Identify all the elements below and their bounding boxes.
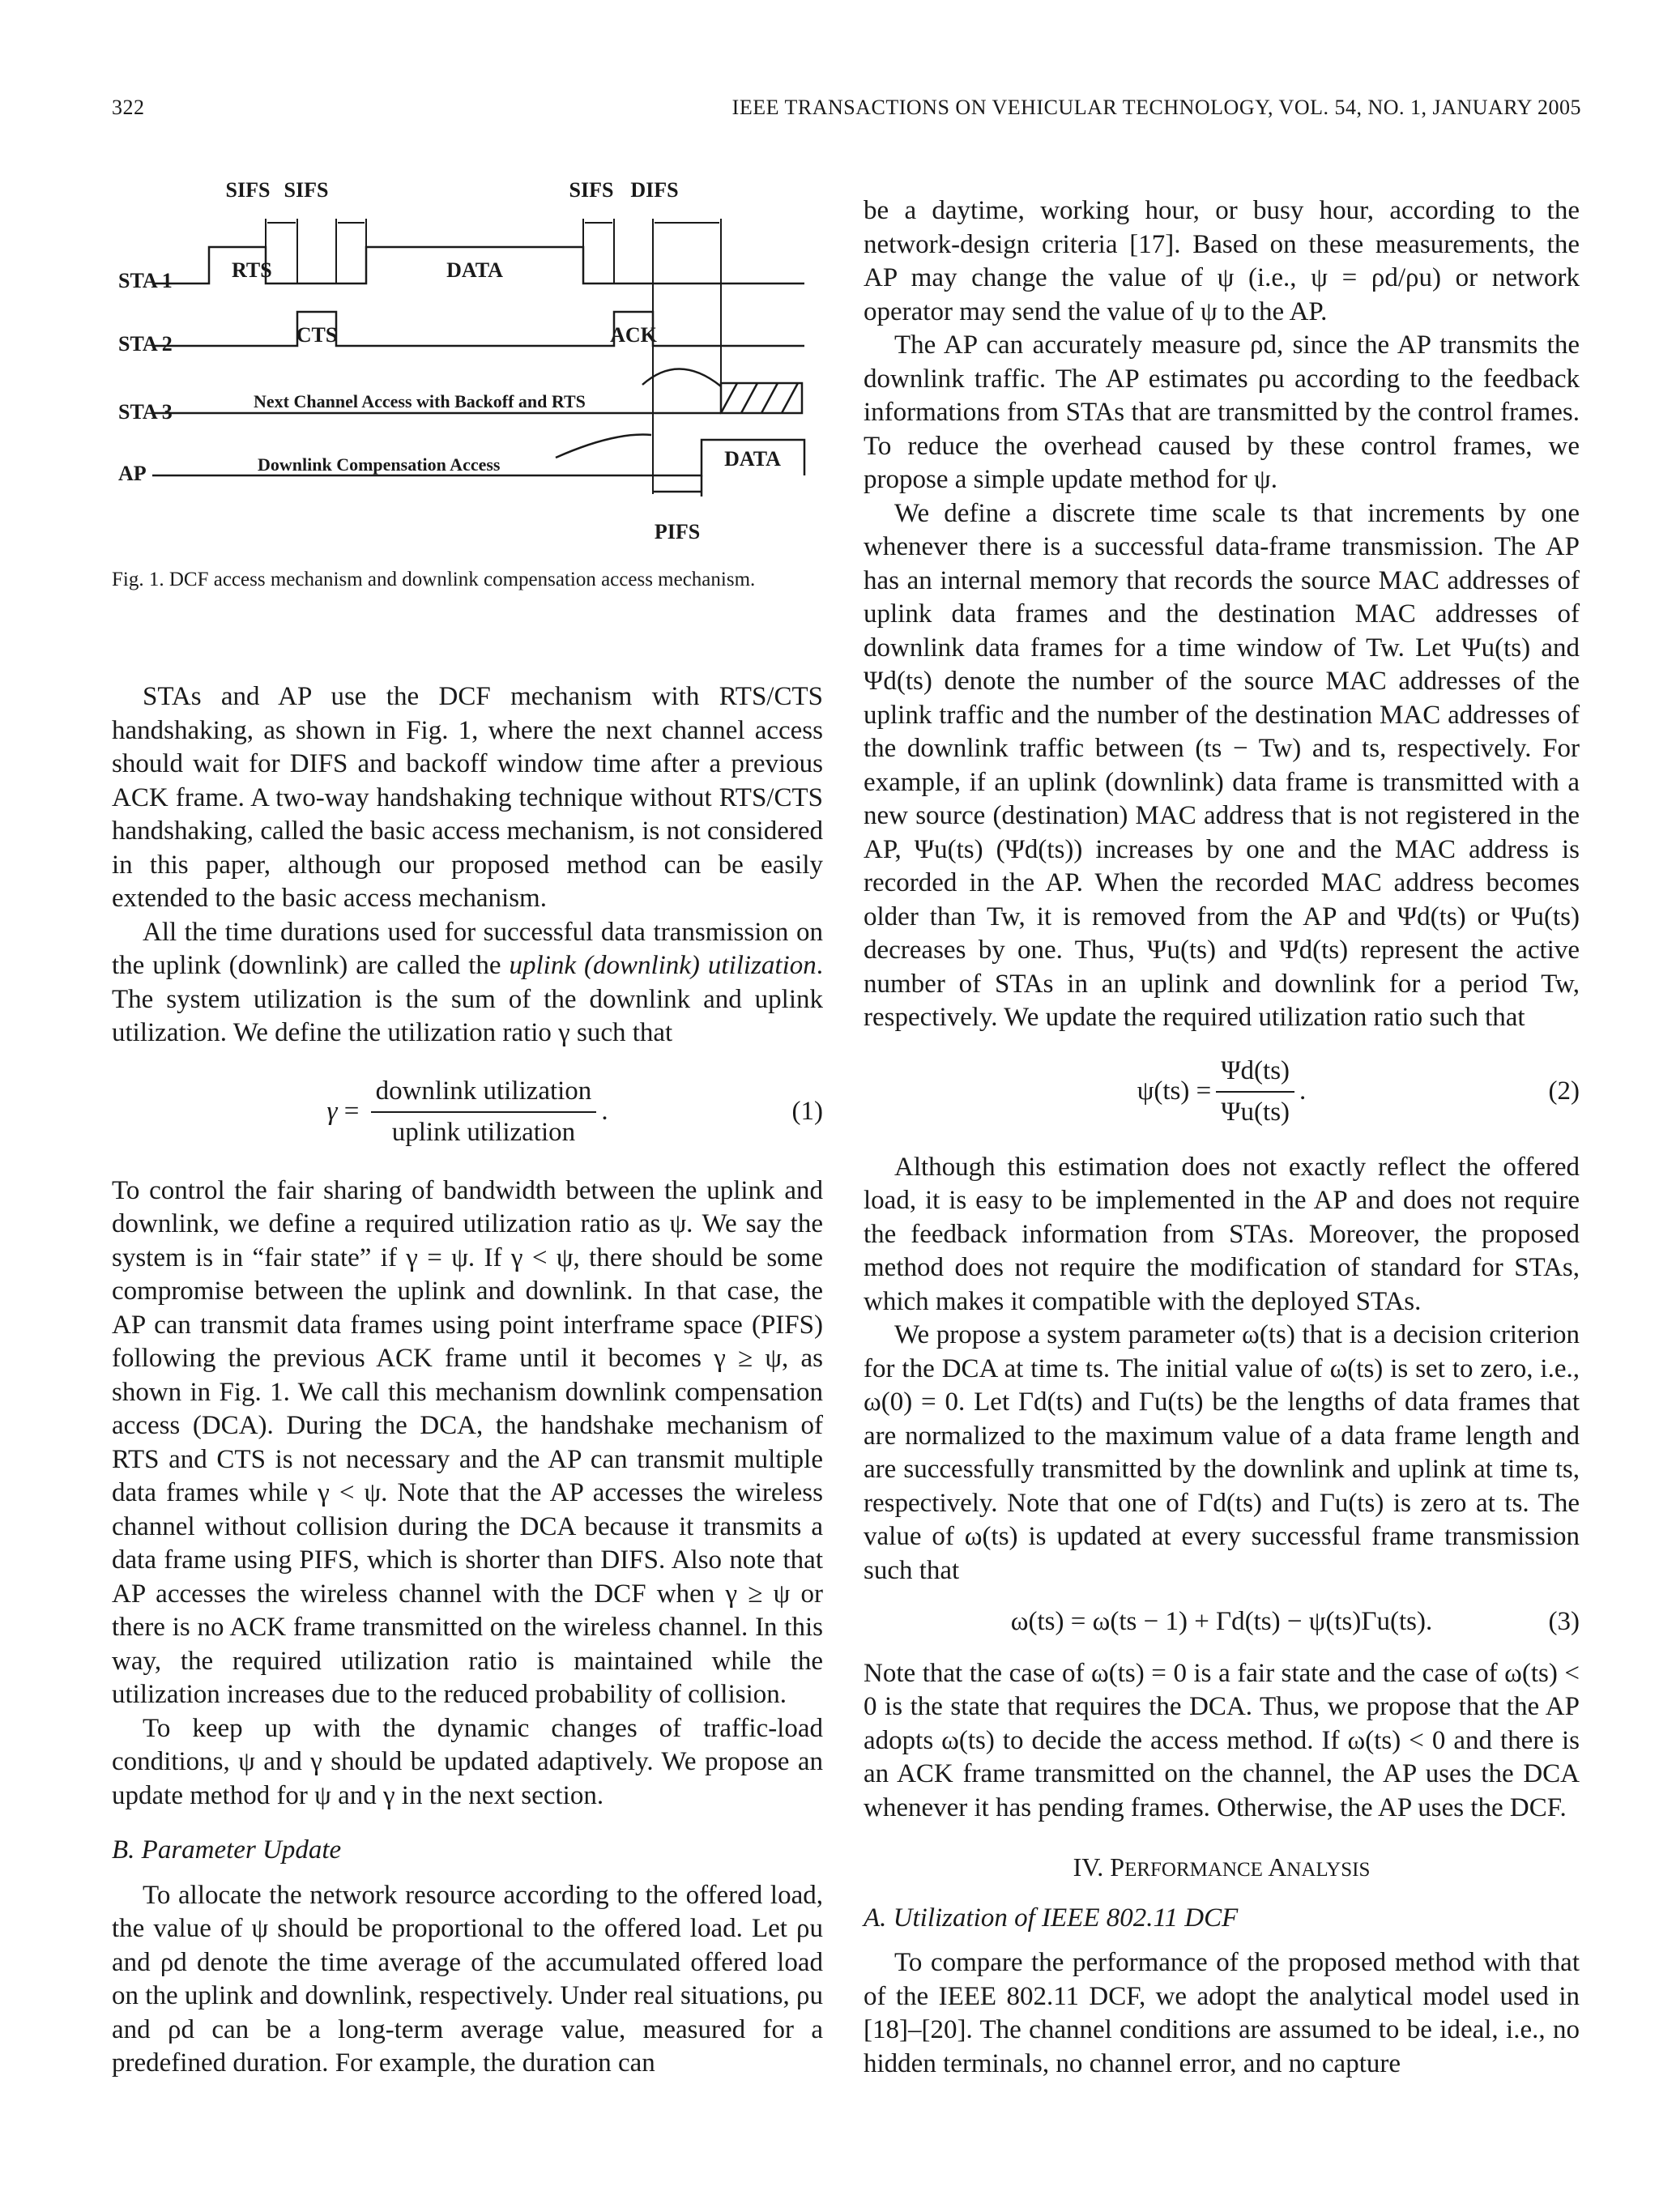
eq3-body: ω(ts) = ω(ts − 1) + Γd(ts) − ψ(ts)Γu(ts). bbox=[1010, 1607, 1433, 1636]
left-paragraph-2: All the time durations used for successful data transmission on the uplink (downlink) are called the uplink (downlink) utilization. The system utilization is the sum of the downlink and uplink utilization. We define the utilization ratio γ such that bbox=[112, 917, 823, 1047]
eq2-label: (2) bbox=[1548, 1076, 1580, 1106]
label-downlink-compensation: Downlink Compensation Access bbox=[258, 454, 501, 475]
label-sta1: STA 1 bbox=[118, 269, 173, 292]
left-paragraph-4: To keep up with the dynamic changes of traffic-load conditions, ψ and γ should be updated adaptively. We propose an update method for ψ and γ in the next section. bbox=[112, 1713, 823, 1810]
eq1-numerator: downlink utilization bbox=[371, 1075, 597, 1114]
section-iv-title: IV. PERFORMANCE ANALYSIS bbox=[1073, 1852, 1371, 1882]
right-paragraph-5: We propose a system parameter ω(ts) that is a decision criterion for the DCA at time ts. The initial value of ω(ts) is set to zero, i.e., ω(0) = 0. Let Γd(ts) and Γu(ts) be the lengths of data frames that are normalized to the maximum value of a data frame length and are successfully transmitted by the downlink and uplink at time ts, respectively. Note that one of Γd(ts) and Γu(ts) is zero at ts. The value of ω(ts) is updated at every successful frame transmission such that bbox=[864, 1320, 1580, 1585]
right-paragraph-7: To compare the performance of the proposed method with that of the IEEE 802.11 DCF, we adopt the analytical model used in [18]–[20]. The channel conditions are assumed to be ideal, i.e., no hidden terminals, no channel error, and no capture bbox=[864, 1948, 1580, 2078]
figure-caption: Fig. 1. DCF access mechanism and downlink compensation access mechanism. bbox=[112, 569, 756, 590]
left-paragraph-3: To control the fair sharing of bandwidth between the uplink and downlink, we define a required utilization ratio as ψ. We say the system is in “fair state” if γ = ψ. If γ < ψ, there should be some compromise between the uplink and downlink. In that case, the AP can transmit data frames using point interframe space (PIFS) following the previous ACK frame until it becomes γ ≥ ψ, as shown in Fig. 1. We call this mechanism downlink compensation access (DCA). During the DCA, the handshake mechanism of RTS and CTS is not necessary and the AP can transmit multiple data frames while γ < ψ. Note that the AP accesses the wireless channel without collision during the DCA because it transmits a data frame using PIFS, which is shorter than DIFS. Also note that AP accesses the wireless channel with the DCF when γ ≥ ψ or there is no ACK frame transmitted on the wireless channel. In this way, the required utilization ratio is maintained while the utilization increases due to the reduced probability of collision. bbox=[112, 1175, 823, 1709]
label-next-access: Next Channel Access with Backoff and RTS bbox=[254, 391, 586, 411]
eq2-numerator: Ψd(ts) bbox=[1216, 1055, 1294, 1093]
subsection-b-title: B. Parameter Update bbox=[112, 1835, 342, 1865]
right-paragraph-2: The AP can accurately measure ρd, since the AP transmits the downlink traffic. The AP estimates ρu according to the feedback informations from STAs that are transmitted by the control frames. To reduce the overhead caused by these control frames, we propose a simple update method for ψ. bbox=[864, 330, 1580, 494]
figure-dcf-timing bbox=[112, 174, 825, 559]
eq3-label: (3) bbox=[1548, 1607, 1580, 1636]
label-sta2: STA 2 bbox=[118, 332, 173, 356]
eq2-denominator: Ψu(ts) bbox=[1221, 1097, 1290, 1127]
eq1-denominator: uplink utilization bbox=[391, 1118, 576, 1147]
equation-1: γ = $\frac{\text{downlink utilization}}{\text{uplink utilization}}$ . (1) bbox=[112, 1075, 823, 1150]
label-sta3: STA 3 bbox=[118, 400, 173, 424]
right-paragraph-4: Although this estimation does not exactly reflect the offered load, it is easy to be implemented in the AP and does not require the feedback information from STAs. Moreover, the proposed method does not require the modification of standard for STAs, which makes it compatible with the deployed STAs. bbox=[864, 1152, 1580, 1316]
label-rts: RTS bbox=[232, 258, 272, 282]
right-paragraph-6: Note that the case of ω(ts) = 0 is a fair state and the case of ω(ts) < 0 is the state that requires the DCA. Thus, we propose that the AP adopts ω(ts) to decide the access method. If ω(ts) < 0 and there is an ACK frame transmitted on the channel, the AP uses the DCA whenever it has pending frames. Otherwise, the AP uses the DCF. bbox=[864, 1658, 1580, 1822]
left-paragraph-1: STAs and AP use the DCF mechanism with RTS/CTS handshaking, as shown in Fig. 1, where the next channel access should wait for DIFS and backoff window time after a previous ACK frame. A two-way handshaking technique without RTS/CTS handshaking, called the basic access mechanism, is not considered in this paper, although our proposed method can be easily extended to the basic access mechanism. bbox=[112, 682, 823, 913]
equation-3 bbox=[864, 1605, 1580, 1639]
left-column bbox=[112, 680, 823, 2081]
label-cts: CTS bbox=[296, 323, 338, 347]
label-sifs-3: SIFS bbox=[569, 178, 614, 202]
label-data-ap: DATA bbox=[724, 447, 781, 471]
left-paragraph-5: To allocate the network resource according to the offered load, the value of ψ should be proportional to the offered load. Let ρu and ρd denote the time average of the accumulated offered load on the uplink and downlink, respectively. Under real situations, ρu and ρd can be a long-term average value, measured for a predefined duration. For example, the duration can bbox=[112, 1880, 823, 2078]
journal-header: IEEE TRANSACTIONS ON VEHICULAR TECHNOLOGY, VOL. 54, NO. 1, JANUARY 2005 bbox=[731, 96, 1581, 119]
page-number: 322 bbox=[112, 96, 145, 119]
equation-2: ψ(ts) = $\frac{\Psi d(ts)}{\Psi u(ts)}$ . (2) bbox=[864, 1055, 1580, 1130]
label-ap: AP bbox=[118, 462, 147, 485]
label-ack: ACK bbox=[610, 323, 657, 347]
label-pifs: PIFS bbox=[654, 520, 701, 543]
right-paragraph-1: be a daytime, working hour, or busy hour, according to the network-design criteria [17]. Based on these measurements, the AP may change the value of ψ (i.e., ψ = ρd/ρu) or network operator may send the value of ψ to the AP. bbox=[864, 196, 1580, 326]
right-column bbox=[864, 194, 1580, 2081]
label-sifs-2: SIFS bbox=[284, 178, 329, 202]
eq1-label: (1) bbox=[791, 1097, 823, 1127]
label-difs: DIFS bbox=[630, 178, 679, 202]
right-paragraph-3: We define a discrete time scale ts that increments by one whenever there is a successful data-frame transmission. The AP has an internal memory that records the source MAC addresses of uplink data frames and the destination MAC addresses of downlink data frames for a time window of Tw. Let Ψu(ts) and Ψd(ts) denote the number of the source MAC addresses of the uplink traffic and the number of the destination MAC addresses of the downlink traffic between (ts − Tw) and ts, respectively. For example, if an uplink (downlink) data frame is transmitted with a new source (destination) MAC address that is not registered in the AP, Ψu(ts) (Ψd(ts)) increases by one and the MAC address is recorded in the AP. When the recorded MAC address becomes older than Tw, it is removed from the AP and Ψd(ts) or Ψu(ts) decreases by one. Thus, Ψu(ts) and Ψd(ts) represent the active number of STAs in an uplink and downlink for a period Tw, respectively. We update the required utilization ratio such that bbox=[864, 498, 1580, 1032]
label-sifs-1: SIFS bbox=[225, 178, 271, 202]
eq2-lhs: ψ(ts) = bbox=[1137, 1076, 1212, 1106]
subsection-a-title: A. Utilization of IEEE 802.11 DCF bbox=[864, 1903, 1239, 1933]
label-data-sta1: DATA bbox=[446, 258, 503, 282]
